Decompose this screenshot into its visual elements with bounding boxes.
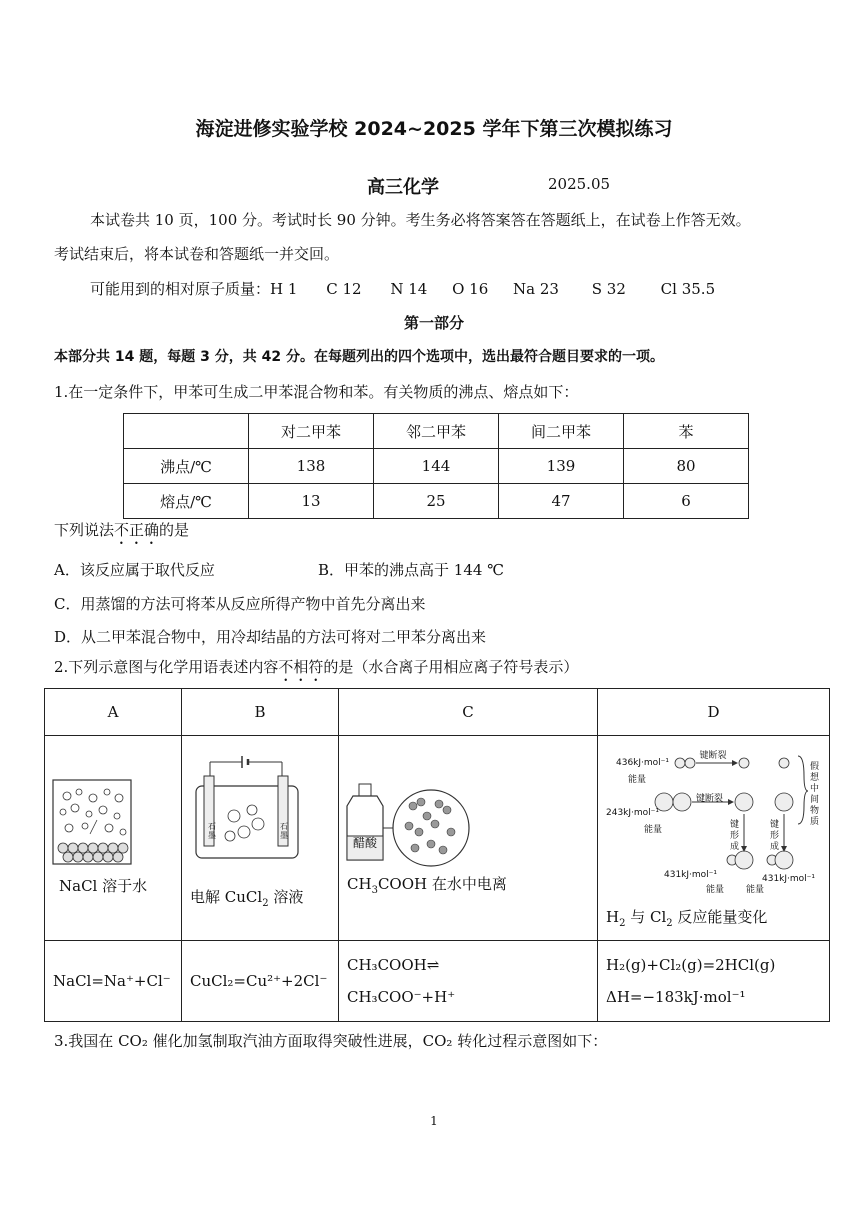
atomic-mass-label: 可能用到的相对原子质量： (90, 280, 271, 298)
table-row (124, 484, 749, 519)
table-cell: 144 (374, 449, 499, 484)
table-header: C (339, 689, 598, 736)
bond-form-label-1: 键形成 (730, 820, 740, 852)
table-cell: 138 (249, 449, 374, 484)
table-row (45, 689, 830, 736)
part-heading: 第一部分 (403, 314, 464, 332)
diagram-cell-a (45, 736, 182, 941)
table-cell: 47 (499, 484, 624, 519)
q1-option-b[interactable]: B．甲苯的沸点高于 144 ℃ (318, 561, 504, 579)
q1-option-d[interactable]: D．从二甲苯混合物中，用冷却结晶的方法可将对二甲苯分离出来 (54, 628, 487, 646)
table-header: 邻二甲苯 (374, 414, 499, 449)
equation-c1: CH₃COOH (347, 956, 427, 974)
equation-b: CuCl₂=Cu²⁺+2Cl⁻ (182, 941, 339, 1022)
bond-form-label-2: 键形成 (770, 820, 780, 852)
q1-question-emph: 不正确 (114, 521, 160, 539)
bottle-label: 醋酸 (353, 836, 378, 850)
energy-label-2: 能量 (644, 825, 663, 835)
electrode-label-right: 石墨 (280, 822, 288, 840)
atomic-mass-o: O 16 (452, 280, 489, 298)
equation-a: NaCl=Na⁺+Cl⁻ (45, 941, 182, 1022)
q3-stem: 3.我国在 CO₂ 催化加氢制取汽油方面取得突破性进展，CO₂ 转化过程示意图如下： (54, 1032, 608, 1050)
q1-stem: 1.在一定条件下，甲苯可生成二甲苯混合物和苯。有关物质的沸点、熔点如下： (54, 383, 579, 401)
equation-c-cell (339, 941, 598, 1022)
atomic-mass-h: H 1 (270, 280, 298, 298)
caption-b (190, 886, 303, 909)
caption-b-sub: 2 (262, 898, 269, 909)
q1-option-c[interactable]: C．用蒸馏的方法可将苯从反应所得产物中首先分离出来 (54, 595, 426, 613)
energy-243: 243kJ·mol⁻¹ (606, 808, 660, 818)
caption-c (347, 873, 507, 896)
table-row (45, 941, 830, 1022)
caption-c-sub: 3 (371, 885, 378, 896)
caption-a: NaCl 溶于水 (59, 877, 148, 895)
exam-date: 2025.05 (548, 175, 611, 193)
caption-d-b: 与 Cl (625, 908, 667, 926)
diagram-cell-b (182, 736, 339, 941)
atomic-mass-n: N 14 (390, 280, 428, 298)
intro-line-2: 考试结束后，将本试卷和答题纸一并交回。 (54, 245, 340, 263)
page-number: 1 (430, 1114, 438, 1128)
caption-c-post: COOH 在水中电离 (377, 875, 507, 893)
energy-431-a: 431kJ·mol⁻¹ (664, 870, 718, 880)
caption-d-sub2: 2 (666, 918, 673, 929)
q2-stem-emph: 不相符 (278, 658, 324, 676)
electrolysis-diagram (182, 736, 338, 940)
table-header: 间二甲苯 (499, 414, 624, 449)
table-header: 对二甲苯 (249, 414, 374, 449)
equation-d2: ΔH=−183kJ·mol⁻¹ (606, 988, 746, 1006)
acetic-acid-diagram (339, 736, 597, 940)
caption-b-pre: 电解 CuCl (190, 888, 263, 906)
q1-table (123, 413, 749, 519)
caption-c-pre: CH (347, 875, 372, 893)
energy-label-1: 能量 (628, 775, 647, 785)
atomic-mass-line (90, 279, 715, 299)
q2-stem-prefix: 2.下列示意图与化学用语表述内容 (54, 658, 279, 676)
q2-stem-suffix: 的是（水合离子用相应离子符号表示） (323, 658, 579, 676)
q1-option-a[interactable]: A．该反应属于取代反应 (54, 561, 215, 579)
q2-table (44, 688, 830, 1022)
atomic-mass-cl: Cl 35.5 (660, 280, 716, 298)
table-row (45, 736, 830, 941)
intro-line-1: 本试卷共 10 页，100 分。考试时长 90 分钟。考生务必将答案答在答题纸上，在试卷上作答无效。 (90, 211, 751, 229)
part-instructions: 本部分共 14 题，每题 3 分，共 42 分。在每题列出的四个选项中，选出最符合题目要求的一项。 (54, 349, 664, 365)
bond-break-label-1: 键断裂 (699, 751, 727, 761)
hypothetical-label: 假想中间物质 (810, 762, 820, 827)
table-header: 苯 (624, 414, 749, 449)
caption-b-post: 溶液 (268, 888, 304, 906)
equation-c-line-1 (347, 949, 597, 981)
table-header: A (45, 689, 182, 736)
table-cell: 80 (624, 449, 749, 484)
caption-d (606, 906, 767, 929)
equation-c2: CH₃COO⁻+H⁺ (347, 988, 456, 1006)
electrode-label-left: 石墨 (208, 822, 216, 840)
atomic-mass-na: Na 23 (513, 280, 559, 298)
diagram-cell-c (339, 736, 598, 941)
table-cell: 25 (374, 484, 499, 519)
diagram-cell-d (598, 736, 830, 941)
energy-436: 436kJ·mol⁻¹ (616, 758, 670, 768)
energy-label-4: 能量 (746, 885, 765, 895)
equation-d-cell (598, 941, 830, 1022)
atomic-mass-s: S 32 (591, 280, 626, 298)
caption-d-a: H (606, 908, 620, 926)
q1-question (54, 520, 189, 548)
table-cell: 沸点/℃ (124, 449, 249, 484)
table-cell: 13 (249, 484, 374, 519)
table-cell: 139 (499, 449, 624, 484)
table-header: D (598, 689, 830, 736)
table-cell (124, 414, 249, 449)
atomic-mass-c: C 12 (326, 280, 362, 298)
table-cell: 6 (624, 484, 749, 519)
equation-d1: H₂(g)+Cl₂(g)=2HCl(g) (606, 956, 776, 974)
table-header: B (182, 689, 339, 736)
caption-d-c: 反应能量变化 (672, 908, 768, 926)
table-cell: 熔点/℃ (124, 484, 249, 519)
equilibrium-arrow-icon: ⇌ (426, 956, 440, 974)
q1-question-prefix: 下列说法 (54, 521, 115, 539)
bond-break-label-2: 键断裂 (696, 794, 724, 804)
energy-431-b: 431kJ·mol⁻¹ (762, 874, 816, 884)
energy-label-3: 能量 (706, 885, 725, 895)
table-row (124, 414, 749, 449)
q1-question-suffix: 的是 (159, 521, 190, 539)
caption-d-sub: 2 (619, 918, 626, 929)
table-row (124, 449, 749, 484)
nacl-dissolve-diagram (45, 736, 181, 940)
page-title: 海淀进修实验学校 2024~2025 学年下第三次模拟练习 (195, 118, 673, 140)
subject-title: 高三化学 (367, 177, 439, 198)
q2-stem (54, 657, 578, 685)
